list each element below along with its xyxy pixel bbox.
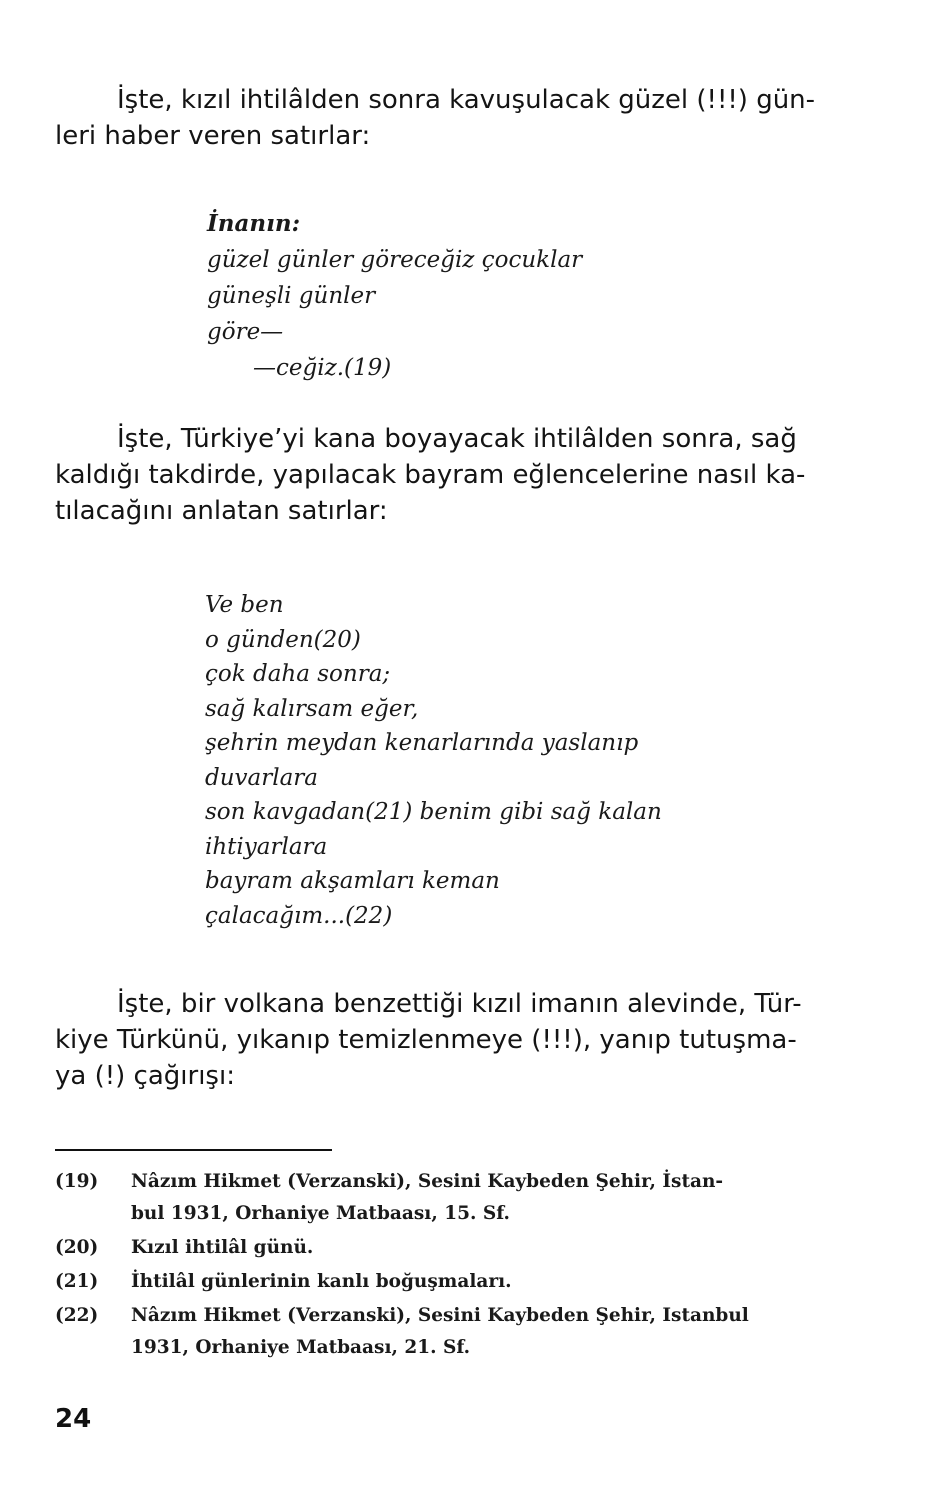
footnote-19: [55, 1166, 885, 1230]
paragraph-line: kaldığı takdirde, yapılacak bayram eğlencelerine nasıl ka-: [55, 460, 806, 490]
poem-quote-1: [207, 206, 582, 386]
poem-line: çok daha sonra;: [205, 661, 391, 687]
paragraph-line: İşte, kızıl ihtilâlden sonra kavuşulacak güzel (!!!) gün-: [117, 85, 816, 115]
paragraph-line: leri haber veren satırlar:: [55, 121, 371, 151]
paragraph-line: kiye Türkünü, yıkanıp temizlenmeye (!!!), yanıp tutuşma-: [55, 1025, 797, 1055]
footnote-text: [131, 1300, 885, 1364]
footnote-number: (22): [55, 1305, 99, 1326]
paragraph-line: ya (!) çağırışı:: [55, 1061, 235, 1091]
poem-line: duvarlara: [205, 764, 319, 791]
poem-line: çalacağım...(22): [205, 902, 393, 929]
footnote-line: Nâzım Hikmet (Verzanski), Sesini Kaybeden Şehir, Istanbul: [131, 1305, 749, 1326]
poem-line: İnanın:: [207, 210, 301, 237]
paragraph-line: tılacağını anlatan satırlar:: [55, 496, 388, 526]
poem-line: Ve ben: [205, 592, 284, 618]
footnote-21: [55, 1266, 885, 1298]
footnote-line: İhtilâl günlerinin kanlı boğuşmaları.: [131, 1271, 512, 1292]
poem-line: güzel günler göreceğiz çocuklar: [207, 247, 583, 273]
footnote-20: [55, 1232, 885, 1264]
footnote-text: [131, 1266, 885, 1298]
footnote-line: 1931, Orhaniye Matbaası, 21. Sf.: [131, 1337, 471, 1358]
footnote-line: Nâzım Hikmet (Verzanski), Sesini Kaybeden Şehir, İstan-: [131, 1171, 724, 1192]
poem-line: son kavgadan(21) benim gibi sağ kalan: [205, 799, 662, 825]
footnote-line: bul 1931, Orhaniye Matbaası, 15. Sf.: [131, 1203, 510, 1224]
paragraph-intro-3: [55, 986, 887, 1094]
poem-line: güneşli günler: [207, 283, 376, 309]
poem-quote-2: [205, 588, 662, 933]
footnote-number: (19): [55, 1171, 99, 1192]
poem-line: göre—: [207, 319, 284, 345]
footnote-line: Kızıl ihtilâl günü.: [131, 1237, 314, 1258]
footnote-text: [131, 1166, 885, 1230]
footnote-22: [55, 1300, 885, 1364]
page-number: 24: [55, 1404, 92, 1434]
poem-line: sağ kalırsam eğer,: [205, 695, 419, 722]
poem-line: bayram akşamları keman: [205, 868, 500, 894]
footnote-text: [131, 1232, 885, 1264]
poem-line: —ceğiz.(19): [253, 355, 392, 381]
poem-line: şehrin meydan kenarlarında yaslanıp: [205, 730, 639, 756]
poem-line: o günden(20): [205, 626, 361, 653]
footnotes: [55, 1166, 885, 1366]
footnote-divider: [55, 1149, 332, 1151]
footnote-number: (21): [55, 1271, 99, 1292]
paragraph-line: İşte, Türkiye’yi kana boyayacak ihtilâlden sonra, sağ: [117, 424, 797, 454]
footnote-number: (20): [55, 1237, 99, 1258]
poem-line: ihtiyarlara: [205, 833, 328, 860]
paragraph-intro-1: [55, 82, 887, 154]
paragraph-line: İşte, bir volkana benzettiği kızıl imanın alevinde, Tür-: [117, 989, 802, 1019]
paragraph-intro-2: [55, 421, 887, 529]
